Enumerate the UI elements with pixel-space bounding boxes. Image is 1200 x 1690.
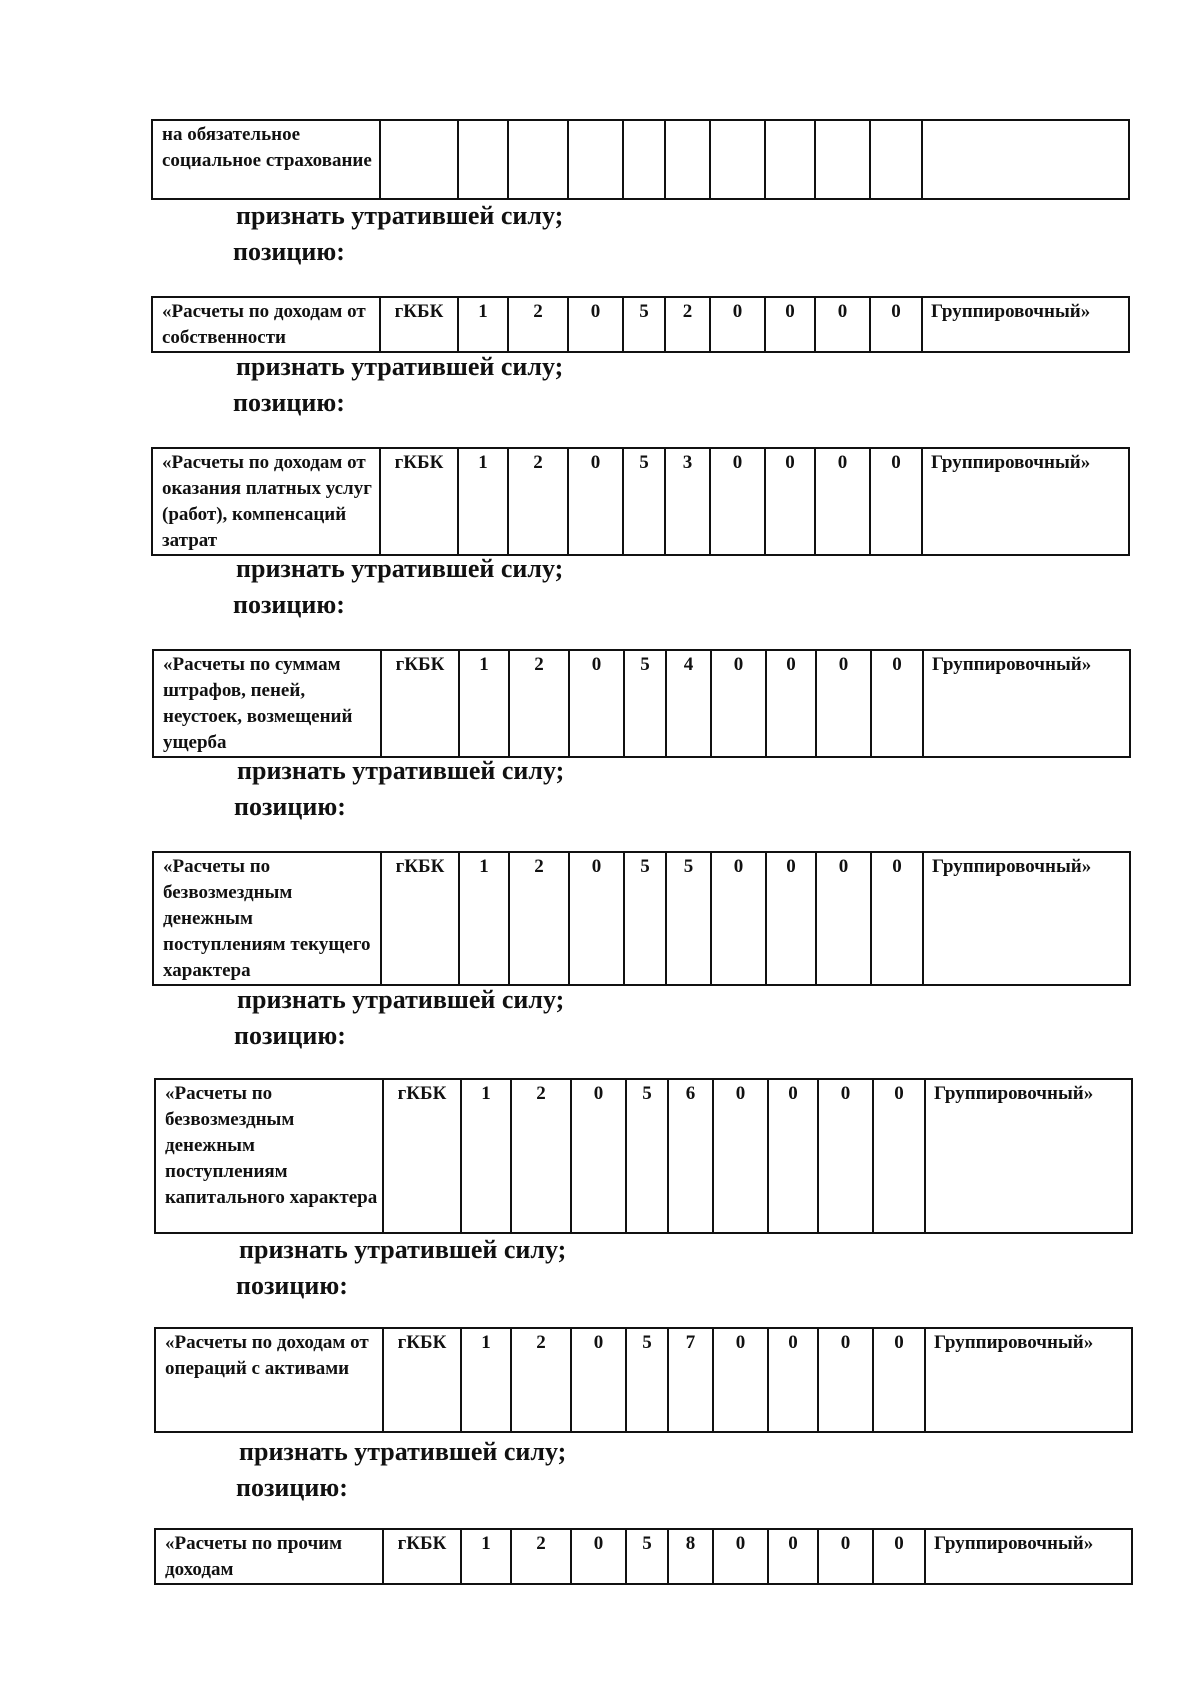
code-digit-cell: 0 <box>871 650 923 757</box>
code-digit-cell: 0 <box>571 1529 626 1584</box>
void-note: признать утратившей силу; <box>236 201 564 230</box>
code-digit-cell: 0 <box>871 852 923 985</box>
code-digit-cell: 0 <box>873 1328 925 1432</box>
account-name-cell: «Расчеты по суммам штрафов, пеней, неустоек, возмещений ущерба <box>153 650 381 757</box>
code-digit-cell: 0 <box>870 448 922 555</box>
account-type-cell: Группировочный» <box>922 448 1129 555</box>
code-digit-cell: 0 <box>768 1529 818 1584</box>
code-digit-cell <box>623 120 665 199</box>
code-digit-cell: 7 <box>668 1328 713 1432</box>
code-digit-cell: 5 <box>626 1079 668 1233</box>
account-name-cell: «Расчеты по прочим доходам <box>155 1529 383 1584</box>
position-label: позицию: <box>233 388 345 417</box>
account-name-cell: «Расчеты по доходам от операций с активами <box>155 1328 383 1432</box>
code-digit-cell: 0 <box>818 1079 873 1233</box>
code-digit-cell <box>508 120 568 199</box>
code-digit-cell: 0 <box>568 448 623 555</box>
account-table <box>152 649 1131 758</box>
kbk-cell: гКБК <box>381 852 459 985</box>
code-digit-cell: 1 <box>459 852 509 985</box>
code-digit-cell: 1 <box>461 1079 511 1233</box>
code-digit-cell: 2 <box>508 297 568 352</box>
account-table <box>151 119 1130 200</box>
code-digit-cell: 2 <box>665 297 710 352</box>
void-note: признать утратившей силу; <box>236 352 564 381</box>
account-table <box>152 851 1131 986</box>
code-digit-cell <box>765 120 815 199</box>
account-type-cell: Группировочный» <box>925 1328 1132 1432</box>
void-note: признать утратившей силу; <box>237 756 565 785</box>
code-digit-cell: 0 <box>818 1328 873 1432</box>
position-label: позицию: <box>234 1021 346 1050</box>
code-digit-cell: 0 <box>765 448 815 555</box>
code-digit-cell: 5 <box>666 852 711 985</box>
void-note: признать утратившей силу; <box>237 985 565 1014</box>
code-digit-cell <box>458 120 508 199</box>
code-digit-cell: 2 <box>509 650 569 757</box>
void-note: признать утратившей силу; <box>239 1235 567 1264</box>
code-digit-cell: 0 <box>766 852 816 985</box>
account-table <box>151 296 1130 353</box>
code-digit-cell: 0 <box>768 1328 818 1432</box>
position-label: позицию: <box>233 237 345 266</box>
kbk-cell: гКБК <box>380 448 458 555</box>
account-type-cell: Группировочный» <box>922 297 1129 352</box>
code-digit-cell: 1 <box>461 1328 511 1432</box>
account-table <box>154 1078 1133 1234</box>
code-digit-cell: 8 <box>668 1529 713 1584</box>
code-digit-cell: 1 <box>459 650 509 757</box>
account-type-cell: Группировочный» <box>923 852 1130 985</box>
account-name-cell: «Расчеты по безвозмездным денежным поступлениям текущего характера <box>153 852 381 985</box>
account-table <box>154 1528 1133 1585</box>
code-digit-cell <box>568 120 623 199</box>
code-digit-cell: 0 <box>815 297 870 352</box>
code-digit-cell: 3 <box>665 448 710 555</box>
account-type-cell: Группировочный» <box>925 1079 1132 1233</box>
account-name-cell: «Расчеты по доходам от собственности <box>152 297 380 352</box>
code-digit-cell: 0 <box>713 1328 768 1432</box>
code-digit-cell: 0 <box>815 448 870 555</box>
code-digit-cell: 2 <box>508 448 568 555</box>
code-digit-cell: 5 <box>623 448 665 555</box>
code-digit-cell: 2 <box>511 1328 571 1432</box>
code-digit-cell <box>710 120 765 199</box>
code-digit-cell: 0 <box>816 650 871 757</box>
code-digit-cell: 0 <box>873 1079 925 1233</box>
code-digit-cell: 0 <box>713 1529 768 1584</box>
code-digit-cell: 0 <box>818 1529 873 1584</box>
position-label: позицию: <box>233 590 345 619</box>
code-digit-cell: 4 <box>666 650 711 757</box>
void-note: признать утратившей силу; <box>236 554 564 583</box>
account-type-cell: Группировочный» <box>925 1529 1132 1584</box>
code-digit-cell: 0 <box>710 297 765 352</box>
code-digit-cell: 0 <box>569 852 624 985</box>
code-digit-cell: 0 <box>713 1079 768 1233</box>
code-digit-cell: 2 <box>509 852 569 985</box>
account-type-cell: Группировочный» <box>923 650 1130 757</box>
code-digit-cell <box>870 120 922 199</box>
code-digit-cell: 1 <box>461 1529 511 1584</box>
code-digit-cell: 0 <box>571 1328 626 1432</box>
kbk-cell: гКБК <box>380 297 458 352</box>
code-digit-cell <box>665 120 710 199</box>
code-digit-cell: 0 <box>711 650 766 757</box>
code-digit-cell: 0 <box>710 448 765 555</box>
code-digit-cell: 0 <box>569 650 624 757</box>
code-digit-cell: 2 <box>511 1079 571 1233</box>
account-type-cell <box>922 120 1129 199</box>
code-digit-cell: 0 <box>873 1529 925 1584</box>
code-digit-cell: 5 <box>624 852 666 985</box>
account-name-cell: «Расчеты по безвозмездным денежным поступлениям капитального характера <box>155 1079 383 1233</box>
code-digit-cell: 0 <box>766 650 816 757</box>
kbk-cell: гКБК <box>383 1328 461 1432</box>
kbk-cell: гКБК <box>383 1079 461 1233</box>
code-digit-cell: 0 <box>816 852 871 985</box>
code-digit-cell: 0 <box>870 297 922 352</box>
account-table <box>154 1327 1133 1433</box>
code-digit-cell: 5 <box>623 297 665 352</box>
code-digit-cell: 2 <box>511 1529 571 1584</box>
code-digit-cell <box>815 120 870 199</box>
position-label: позицию: <box>236 1473 348 1502</box>
code-digit-cell: 5 <box>626 1328 668 1432</box>
account-name-cell: на обязательное социальное страхование <box>152 120 380 199</box>
kbk-cell: гКБК <box>381 650 459 757</box>
kbk-cell <box>380 120 458 199</box>
code-digit-cell: 0 <box>765 297 815 352</box>
code-digit-cell: 1 <box>458 448 508 555</box>
account-name-cell: «Расчеты по доходам от оказания платных услуг (работ), компенсаций затрат <box>152 448 380 555</box>
code-digit-cell: 0 <box>711 852 766 985</box>
kbk-cell: гКБК <box>383 1529 461 1584</box>
code-digit-cell: 5 <box>626 1529 668 1584</box>
code-digit-cell: 1 <box>458 297 508 352</box>
code-digit-cell: 6 <box>668 1079 713 1233</box>
account-table <box>151 447 1130 556</box>
code-digit-cell: 0 <box>568 297 623 352</box>
void-note: признать утратившей силу; <box>239 1437 567 1466</box>
position-label: позицию: <box>234 792 346 821</box>
position-label: позицию: <box>236 1271 348 1300</box>
code-digit-cell: 0 <box>768 1079 818 1233</box>
code-digit-cell: 0 <box>571 1079 626 1233</box>
code-digit-cell: 5 <box>624 650 666 757</box>
